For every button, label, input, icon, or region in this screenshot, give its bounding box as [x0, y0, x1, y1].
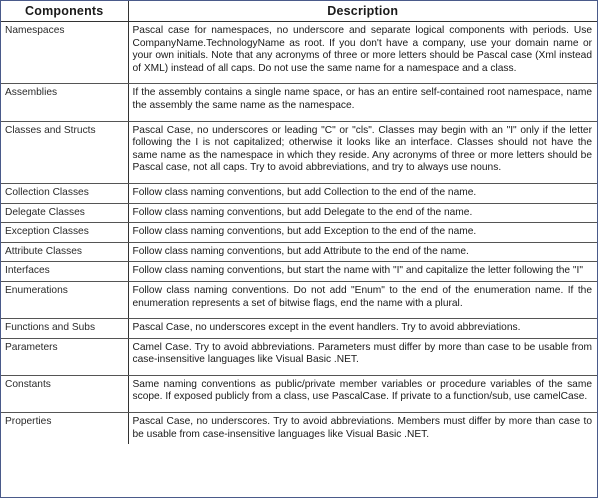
- component-cell: Namespaces: [1, 22, 128, 84]
- table-header-row: [1, 1, 597, 22]
- component-cell: Enumerations: [1, 281, 128, 318]
- description-cell: Follow class naming conventions, but add Delegate to the end of the name.: [128, 203, 597, 223]
- table-row: [1, 281, 597, 318]
- column-header-description: Description: [128, 1, 597, 22]
- component-cell: Constants: [1, 375, 128, 412]
- table-row: [1, 84, 597, 121]
- column-header-components: Components: [1, 1, 128, 22]
- description-cell: Follow class naming conventions, but start the name with "I" and capitalize the letter following the "I": [128, 262, 597, 282]
- description-cell: Follow class naming conventions. Do not add "Enum" to the end of the enumeration name. If the enumeration represents a set of bitwise flags, end the name with a plural.: [128, 281, 597, 318]
- table-row: [1, 22, 597, 84]
- description-cell: Pascal case for namespaces, no underscore and separate logical components with periods. Use CompanyName.TechnologyName as root. If you don't have a company, use your domain name or your own initials. Note that any acronyms of three or more letters should be Pascal case (Xml instead of XML) instead of all caps. Do not use the same name for a namespace and a class.: [128, 22, 597, 84]
- table-row: [1, 183, 597, 203]
- description-cell: Pascal Case, no underscores. Try to avoid abbreviations. Members must differ by more than case to be usable from case-insensitive languages like Visual Basic .NET.: [132, 416, 592, 440]
- component-cell: Delegate Classes: [1, 203, 128, 223]
- table-row: [1, 203, 597, 223]
- table-row: [1, 262, 597, 282]
- component-cell: Attribute Classes: [1, 242, 128, 262]
- component-cell: Assemblies: [1, 84, 128, 121]
- description-cell: Follow class naming conventions, but add Collection to the end of the name.: [128, 183, 597, 203]
- table-row: [1, 223, 597, 243]
- description-cell: Same naming conventions as public/private member variables or procedure variables of the same scope. If exposed publicly from a class, use PascalCase. If private to a function/sub, use camelCase.: [128, 375, 597, 412]
- description-cell: Follow class naming conventions, but add Exception to the end of the name.: [128, 223, 597, 243]
- description-cell: Camel Case. Try to avoid abbreviations. Parameters must differ by more than case to be usable from case-insensitive languages like Visual Basic .NET.: [128, 338, 597, 375]
- component-cell: Interfaces: [1, 262, 128, 282]
- component-cell: Parameters: [1, 338, 128, 375]
- component-cell: Functions and Subs: [1, 319, 128, 339]
- component-cell: Collection Classes: [1, 183, 128, 203]
- table-row: [1, 338, 597, 375]
- table-row: [1, 375, 597, 412]
- table-row: [1, 121, 597, 183]
- component-cell: Properties: [1, 413, 128, 445]
- description-cell: Pascal Case, no underscores except in the event handlers. Try to avoid abbreviations.: [128, 319, 597, 339]
- description-cell: Pascal Case, no underscores or leading "C" or "cls". Classes may begin with an "I" only if the letter following the I is not capitalized; otherwise it looks like an interface. Classes should not have the same name as the namespace in which they reside. Any acronyms of three or more letters should be Pascal case, not all caps. Try to avoid abbreviations, and try to always use nouns.: [128, 121, 597, 183]
- description-cell: If the assembly contains a single name space, or has an entire self-contained root namespace, name the assembly the same name as the namespace.: [128, 84, 597, 121]
- component-cell: Classes and Structs: [1, 121, 128, 183]
- table-row: [1, 319, 597, 339]
- table-row: [1, 242, 597, 262]
- table-row: [1, 413, 597, 445]
- description-cell: Follow class naming conventions, but add Attribute to the end of the name.: [128, 242, 597, 262]
- component-cell: Exception Classes: [1, 223, 128, 243]
- naming-conventions-table: [1, 1, 597, 444]
